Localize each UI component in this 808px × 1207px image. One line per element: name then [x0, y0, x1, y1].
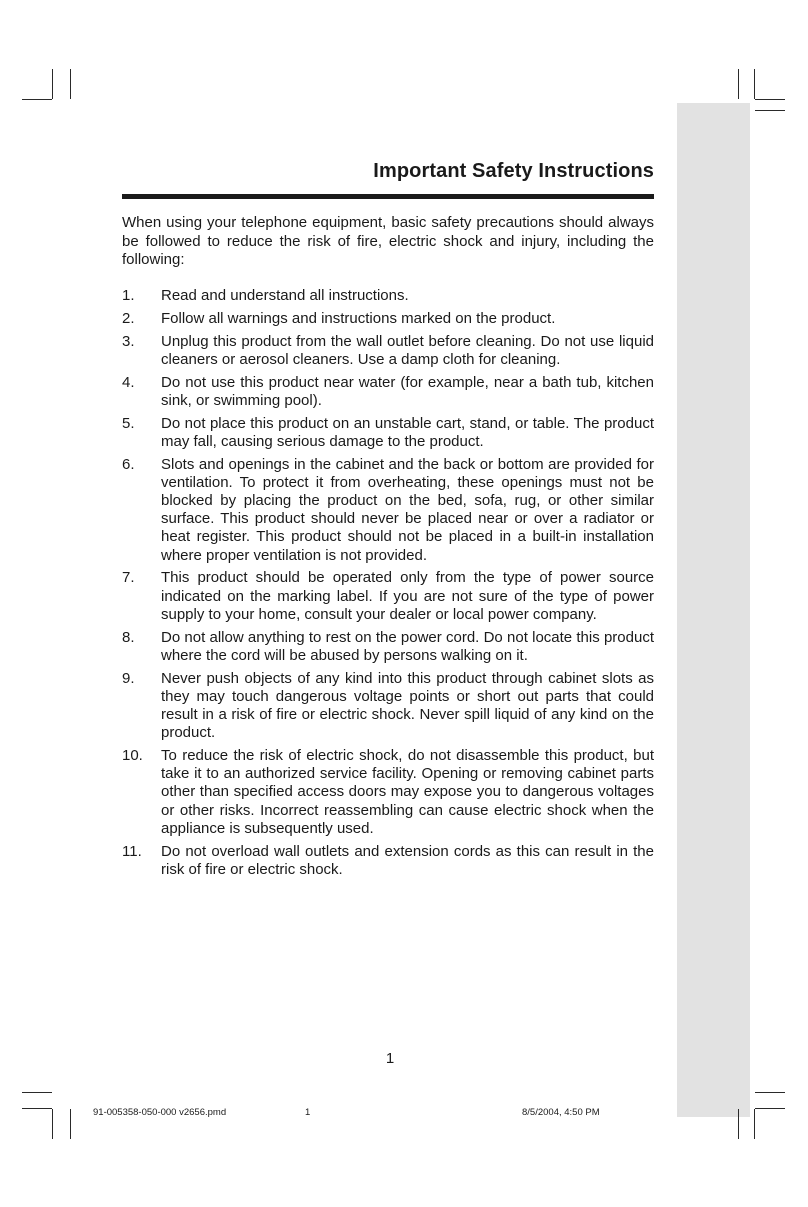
footer-datetime: 8/5/2004, 4:50 PM	[522, 1107, 600, 1118]
page-number: 1	[385, 1050, 395, 1067]
side-tab	[677, 103, 750, 1117]
intro-paragraph: When using your telephone equipment, basic safety precautions should always be followed to reduce the risk of fire, electric shock and injury, including the following:	[122, 214, 654, 268]
list-item	[122, 310, 654, 328]
list-item	[122, 843, 654, 879]
crop-mark	[755, 110, 785, 111]
item-text: Follow all warnings and instructions marked on the product.	[161, 309, 556, 327]
item-text: Do not overload wall outlets and extension cords as this can result in the risk of fire or electric shock.	[161, 842, 654, 878]
crop-mark	[754, 69, 755, 99]
list-item	[122, 670, 654, 743]
crop-mark	[754, 1109, 755, 1139]
list-item	[122, 747, 654, 838]
item-text: Do not place this product on an unstable cart, stand, or table. The product may fall, causing serious damage to the product.	[161, 414, 654, 450]
footer-filename: 91-005358-050-000 v2656.pmd	[93, 1107, 227, 1118]
item-number: 8.	[122, 628, 135, 646]
crop-mark	[22, 1092, 52, 1093]
item-text: To reduce the risk of electric shock, do not disassemble this product, but take it to an authorized service facility. Opening or removing cabinet parts other than specified access doors may expose you to dangerous voltages or other risks. Incorrect reassembling can cause electric shock when the appliance is subsequently used.	[161, 747, 654, 837]
crop-mark	[70, 1109, 71, 1139]
title-rule	[122, 194, 654, 199]
item-text: Unplug this product from the wall outlet before cleaning. Do not use liquid cleaners or aerosol cleaners. Use a damp cloth for cleaning.	[161, 332, 654, 368]
crop-mark	[52, 1109, 53, 1139]
list-item	[122, 569, 654, 624]
item-number: 1.	[122, 287, 135, 304]
item-text: This product should be operated only from the type of power source indicated on the marking label. If you are not sure of the type of power supply to your home, consult your dealer or local power company.	[161, 569, 654, 623]
crop-mark	[22, 99, 52, 100]
list-item	[122, 287, 654, 305]
item-number: 11.	[122, 842, 142, 860]
item-number: 9.	[122, 669, 135, 687]
crop-mark	[755, 99, 785, 100]
footer-sheet: 1	[305, 1107, 311, 1118]
crop-mark	[755, 1108, 785, 1109]
item-text: Do not use this product near water (for example, near a bath tub, kitchen sink, or swimming pool).	[161, 373, 654, 409]
item-number: 5.	[122, 414, 135, 432]
crop-mark	[738, 1109, 739, 1139]
crop-mark	[70, 69, 71, 99]
item-number: 7.	[122, 569, 135, 587]
item-number: 10.	[122, 747, 143, 765]
list-item	[122, 456, 654, 565]
item-number: 6.	[122, 455, 135, 473]
crop-mark	[738, 69, 739, 99]
list-item	[122, 415, 654, 451]
page-title: Important Safety Instructions	[373, 160, 654, 182]
item-number: 4.	[122, 373, 135, 391]
list-item	[122, 374, 654, 410]
item-text: Read and understand all instructions.	[161, 287, 409, 304]
list-item	[122, 333, 654, 369]
item-number: 3.	[122, 332, 135, 350]
item-text: Do not allow anything to rest on the power cord. Do not locate this product where the cord will be abused by persons walking on it.	[161, 628, 654, 664]
crop-mark	[22, 1108, 52, 1109]
crop-mark	[52, 69, 53, 99]
crop-mark	[755, 1092, 785, 1093]
item-number: 2.	[122, 309, 135, 327]
item-text: Never push objects of any kind into this product through cabinet slots as they may touch dangerous voltage points or short out parts that could result in a risk of fire or electric shock. Never spill liquid of any kind on the product.	[161, 669, 654, 742]
safety-instructions-list	[122, 287, 654, 884]
list-item	[122, 629, 654, 665]
item-text: Slots and openings in the cabinet and the back or bottom are provided for ventilation. To protect it from overheating, these openings must not be blocked by placing the product on the bed, sofa, rug, or other similar surface. This product should never be placed near or over a radiator or heat register. This product should not be placed in a built-in installation where proper ventilation is not provided.	[161, 455, 654, 564]
